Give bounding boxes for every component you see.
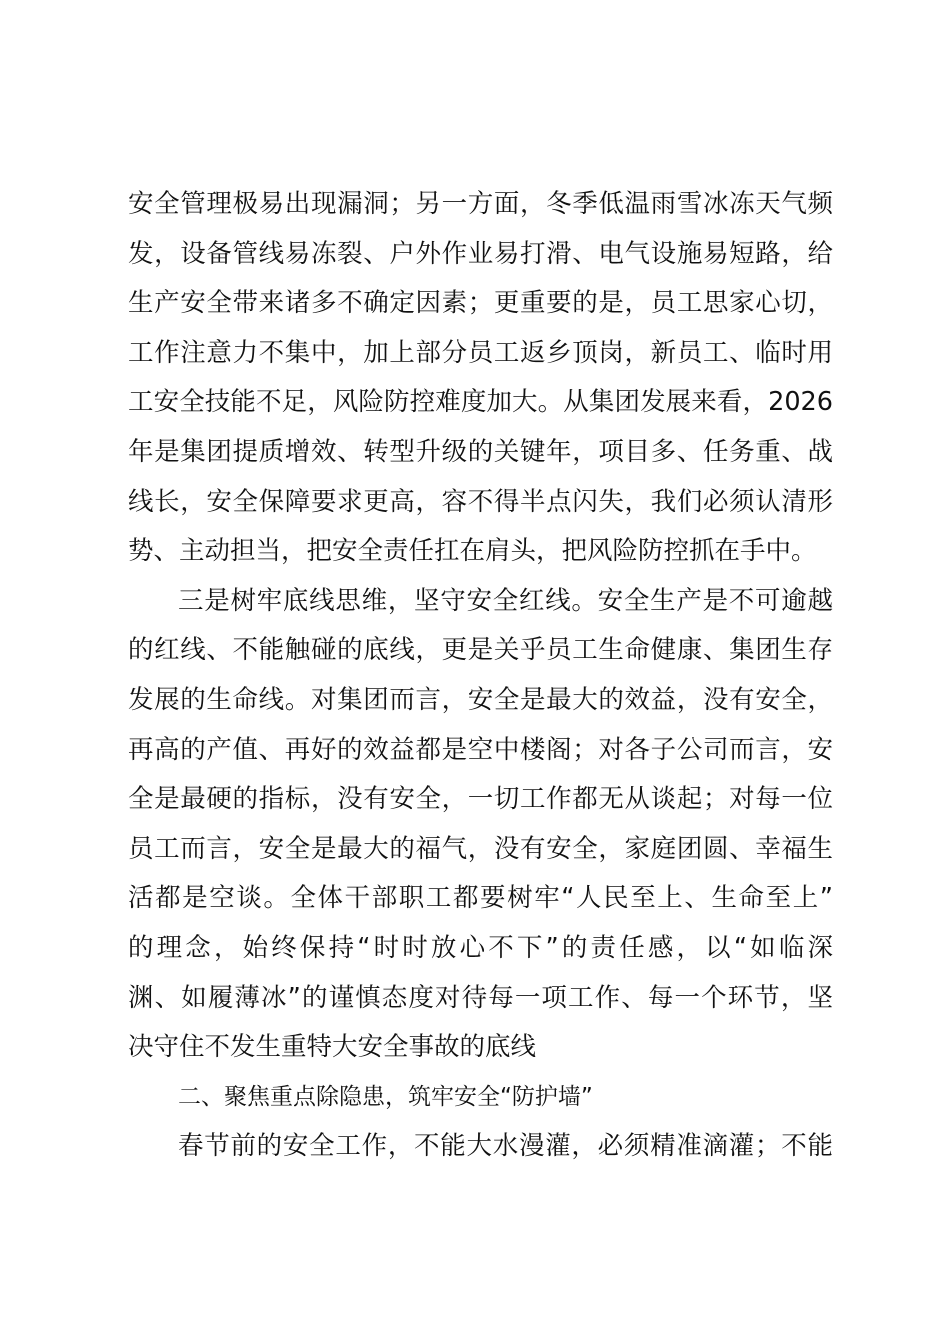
- text-line: 的红线、不能触碰的底线，更是关乎员工生命健康、集团生存: [128, 635, 833, 666]
- section-heading: 二、聚焦重点除隐患，筑牢安全“防护墙”: [178, 1083, 593, 1110]
- text-line: 发展的生命线。对集团而言，安全是最大的效益，没有安全，: [128, 684, 833, 715]
- text-line: 渊、如履薄冰”的谨慎态度对待每一项工作、每一个环节，坚: [128, 982, 833, 1013]
- paragraph-start-line: 三是树牢底线思维，坚守安全红线。安全生产是不可逾越: [178, 585, 833, 616]
- text-line: 生产安全带来诸多不确定因素；更重要的是，员工思家心切，: [128, 288, 833, 319]
- text-line: 年是集团提质增效、转型升级的关键年，项目多、任务重、战: [128, 436, 833, 467]
- text-line: 发，设备管线易冻裂、户外作业易打滑、电气设施易短路，给: [128, 238, 833, 269]
- text-line: 决守住不发生重特大安全事故的底线: [128, 1032, 537, 1063]
- text-line: 再高的产值、再好的效益都是空中楼阁；对各子公司而言，安: [128, 734, 833, 765]
- paragraph-start-line: 春节前的安全工作，不能大水漫灌，必须精准滴灌；不能: [178, 1131, 833, 1162]
- text-line: 工安全技能不足，风险防控难度加大。从集团发展来看，2026: [128, 387, 833, 418]
- text-line: 的理念，始终保持“时时放心不下”的责任感，以“如临深: [128, 932, 833, 963]
- document-body: [128, 180, 833, 1172]
- text-line: 安全管理极易出现漏洞；另一方面，冬季低温雨雪冰冻天气频: [128, 189, 833, 219]
- text-line: 活都是空谈。全体干部职工都要树牢“人民至上、生命至上”: [128, 883, 833, 914]
- text-line: 工作注意力不集中，加上部分员工返乡顶岗，新员工、临时用: [128, 337, 833, 368]
- text-line: 全是最硬的指标，没有安全，一切工作都无从谈起；对每一位: [128, 784, 833, 815]
- text-line: 员工而言，安全是最大的福气，没有安全，家庭团圆、幸福生: [128, 833, 833, 864]
- text-line: 势、主动担当，把安全责任扛在肩头，把风险防控抓在手中。: [128, 536, 817, 567]
- text-line: 线长，安全保障要求更高，容不得半点闪失，我们必须认清形: [128, 486, 833, 517]
